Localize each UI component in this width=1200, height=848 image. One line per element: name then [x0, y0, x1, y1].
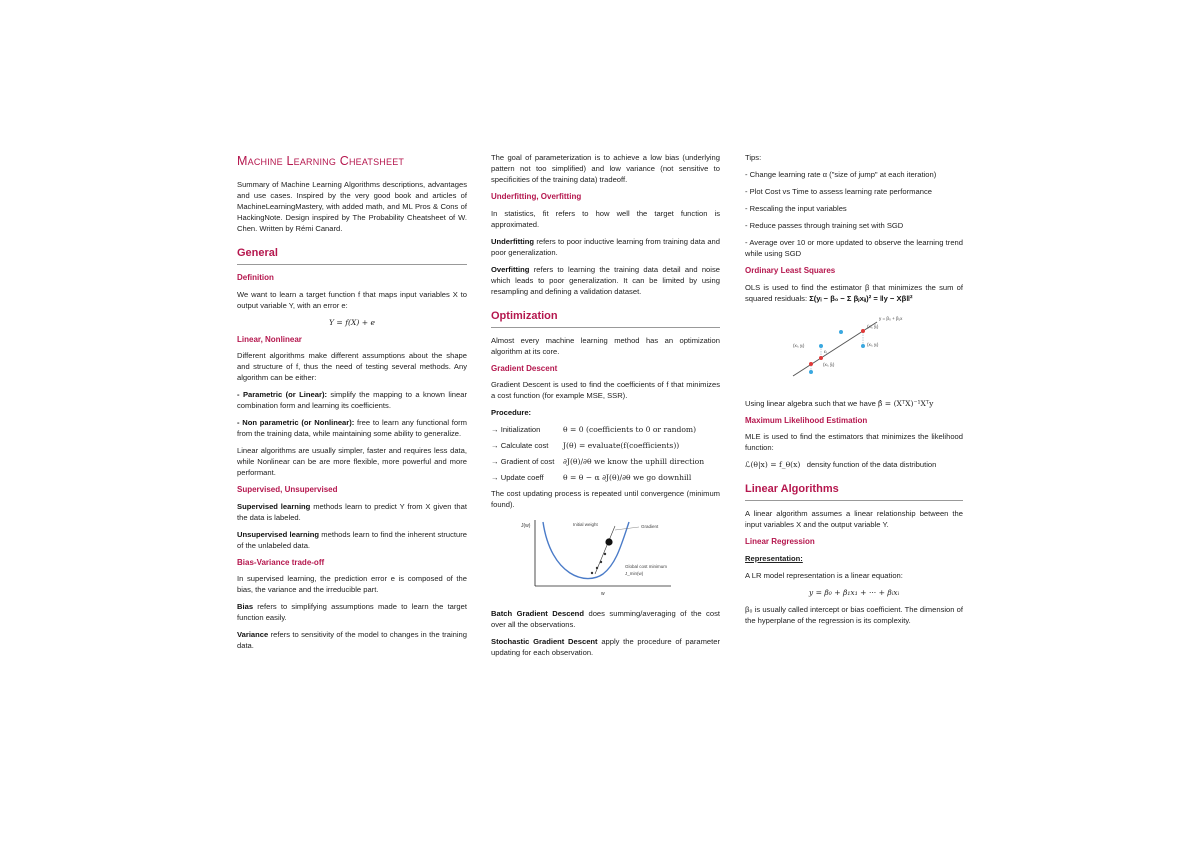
- bias-title: Bias-Variance trade-off: [237, 557, 325, 567]
- ols-fitted-point: [819, 356, 823, 360]
- unsupervised-label: Unsupervised learning: [237, 529, 320, 539]
- underfit-text-1: In statistics, fit refers to how well the target function is approximated.: [491, 208, 720, 229]
- optimization-heading: Optimization: [491, 309, 720, 328]
- ols-closed-text: Using linear algebra such that we have: [745, 398, 876, 408]
- representation-equation: y = β₀ + β₁x₁ + ··· + βᵢxᵢ: [808, 587, 900, 597]
- step-formula: θ = 0 (coefficients to 0 or random): [563, 425, 697, 435]
- step-name: → Update coeff: [491, 473, 544, 483]
- gradient-descent-figure: [491, 516, 720, 600]
- gd-cost-curve: [543, 522, 629, 579]
- gd-step-point: [591, 572, 593, 574]
- sgd-label: Stochastic Gradient Descent: [491, 637, 598, 647]
- nonparametric-text: free to learn any functional form from the training data, while maintaining some ability to generalize.: [237, 418, 467, 439]
- bias-item: [237, 601, 467, 623]
- goal-text: The goal of parameterization is to achieve a low bias (underlying pattern not too simplified) and low variance (not sensitive to specificities of the training data) tradeoff.: [491, 153, 720, 184]
- procedure-steps: [491, 424, 720, 483]
- tip-item: - Plot Cost vs Time to assess learning rate performance: [745, 187, 932, 196]
- batch-label: Batch Gradient Descend: [491, 609, 584, 619]
- mle-text: MLE is used to find the estimators that minimizes the likelihood function:: [745, 432, 963, 453]
- mle-note: density function of the data distribution: [806, 460, 937, 470]
- gd-initial-point: [605, 539, 612, 546]
- underfit-title: Underfitting, Overfitting: [491, 192, 582, 201]
- overfit-label: Overfitting: [491, 264, 530, 274]
- variance-label: Variance: [237, 630, 269, 640]
- procedure-step: [491, 472, 720, 483]
- underfit-item: [491, 236, 720, 258]
- ols-data-point: [861, 344, 865, 348]
- step-name: → Initialization: [491, 425, 541, 435]
- step-formula: ∂J(θ)/∂θ we know the uphill direction: [563, 457, 705, 467]
- gd-initial-label: Initial weight: [573, 522, 598, 528]
- ols-data-point: [839, 330, 843, 334]
- overfit-item: [491, 264, 720, 297]
- ols-title: Ordinary Least Squares: [745, 266, 836, 275]
- representation-label: Representation:: [745, 553, 803, 563]
- column-1: [237, 152, 467, 657]
- definition-title: Definition: [237, 273, 274, 283]
- beta-text: β₀ is usually called intercept or bias coefficient. The dimension of the hyperplane of the regression is its complexity.: [745, 604, 963, 625]
- mle-title: Maximum Likelihood Estimation: [745, 415, 868, 425]
- gd-title: Gradient Descent: [491, 363, 558, 373]
- gd-jmin-label: J_min(w): [625, 571, 644, 577]
- supervised-label: Supervised learning: [237, 501, 311, 511]
- definition-equation: Y = f(X) + e: [328, 317, 376, 327]
- procedure-label-text: Procedure:: [491, 408, 532, 418]
- ols-figure: [745, 310, 963, 390]
- nonparametric-item: [237, 417, 467, 439]
- step-formula: J(θ) = evaluate(f(coefficients)): [563, 441, 680, 451]
- variance-text: refers to sensitivity of the model to changes in the training data.: [237, 630, 467, 651]
- supervised-text: methods learn to predict Y from X given that the data is labeled.: [237, 501, 467, 522]
- gd-xlabel: w: [601, 591, 605, 598]
- ols-text: OLS is used to find the estimator β that minimizes the sum of squared residuals:: [745, 282, 963, 303]
- gd-step-point: [604, 553, 606, 555]
- batch-item: [491, 608, 720, 630]
- ols-item: [745, 282, 963, 304]
- procedure-label: [491, 407, 720, 418]
- parametric-label: - Parametric (or Linear):: [237, 390, 327, 400]
- batch-text: does summing/averaging of the cost over all the observations.: [491, 609, 720, 630]
- parametric-item: [237, 389, 467, 411]
- procedure-step: [491, 424, 720, 435]
- linear-text-2: Linear algorithms are usually simpler, faster and requires less data, while Nonlinear can be are more flexible, more powerful and more performant.: [237, 446, 467, 478]
- general-heading: General: [237, 246, 467, 265]
- step-formula: θ = θ − α ∂J(θ)/∂θ we go downhill: [563, 473, 692, 483]
- column-3: [745, 152, 963, 632]
- linear-algorithms-heading: Linear Algorithms: [745, 482, 963, 501]
- bias-label: Bias: [237, 602, 254, 612]
- ols-point-label: (xᵢ, yᵢ): [793, 342, 805, 348]
- variance-item: [237, 629, 467, 651]
- optimization-text: Almost every machine learning method has an optimization algorithm at its core.: [491, 335, 720, 356]
- definition-text: We want to learn a target function f that maps input variables X to output variable Y, with an error e:: [237, 289, 467, 310]
- nonparametric-label: - Non parametric (or Nonlinear):: [237, 418, 355, 428]
- overfit-text: refers to learning the training data detail and noise which leads to poor generalization. It can be limited by using resampling and defining a validation dataset.: [491, 264, 720, 296]
- supervised-title: Supervised, Unsupervised: [237, 485, 338, 495]
- gd-step-point: [596, 567, 598, 569]
- ols-data-point: [819, 344, 823, 348]
- tip-item: - Change learning rate α ("size of jump" at each iteration): [745, 170, 937, 179]
- page-title: Machine Learning Cheatsheet: [237, 154, 405, 168]
- underfit-text-2: refers to poor inductive learning from training data and poor generalization.: [491, 236, 720, 257]
- linreg-title: Linear Regression: [745, 537, 815, 547]
- underfit-label: Underfitting: [491, 236, 535, 246]
- tips-label: Tips:: [745, 153, 762, 162]
- sgd-text: apply the procedure of parameter updating for each observation.: [491, 637, 720, 658]
- linear-text-1: Different algorithms make different assumptions about the shape and structure of f, thus the need of testing several methods. Any algorithm can be either:: [237, 351, 467, 383]
- ols-closed-formula: β̂ = (XᵀX)⁻¹Xᵀy: [877, 398, 934, 408]
- step-name: → Gradient of cost: [491, 457, 555, 467]
- mle-formula: ℒ(θ|x) = f_θ(x): [745, 460, 801, 470]
- ols-data-point: [809, 370, 813, 374]
- column-2: [491, 152, 720, 664]
- gd-global-min-label: Global cost minimum: [625, 564, 668, 570]
- ols-line-label: y = β₀ + β₁x: [879, 315, 903, 321]
- ols-fitted-point: [861, 329, 865, 333]
- unsupervised-item: [237, 529, 467, 551]
- ols-formula: Σ(yᵢ − β₀ − Σ βⱼxᵢⱼ)² = ‖y − Xβ‖²: [809, 293, 913, 303]
- procedure-step: [491, 456, 720, 467]
- ols-fitted-point: [809, 362, 813, 366]
- bias-text-1: In supervised learning, the prediction error e is composed of the bias, the variance and the irreducible part.: [237, 574, 467, 595]
- ols-point-label: (xᵢ, yᵢ): [867, 341, 879, 347]
- ols-closed-item: [745, 398, 963, 409]
- ols-point-label: (xᵢ, ŷᵢ): [867, 323, 879, 329]
- procedure-step: [491, 440, 720, 451]
- tip-item: - Average over 10 or more updated to observe the learning trend while using SGD: [745, 238, 963, 258]
- gd-step-point: [600, 561, 602, 563]
- ols-eps-label: εᵢ: [824, 348, 827, 354]
- tip-item: - Reduce passes through training set with SGD: [745, 221, 904, 230]
- unsupervised-text: methods learn to find the inherent structure of the unlabeled data.: [237, 529, 467, 550]
- ols-point-label: (xᵢ, ŷᵢ): [823, 361, 835, 367]
- supervised-item: [237, 501, 467, 523]
- parametric-text: simplify the mapping to a known linear combination form and learning its coefficients.: [237, 390, 467, 411]
- gd-ylabel: J(w): [521, 523, 531, 530]
- linear-algorithms-text: A linear algorithm assumes a linear relationship between the input variables X and the output variable Y.: [745, 509, 963, 530]
- mle-item: [745, 459, 963, 470]
- representation-text: A LR model representation is a linear equation:: [745, 570, 903, 580]
- gd-text: Gradient Descent is used to find the coefficients of f that minimizes a cost function (for example MSE, SSR).: [491, 380, 720, 401]
- gd-gradient-line: [595, 526, 615, 574]
- bias-text-2: refers to simplifying assumptions made to learn the target function easily.: [237, 602, 467, 623]
- linear-title: Linear, Nonlinear: [237, 334, 302, 344]
- intro-text: Summary of Machine Learning Algorithms descriptions, advantages and use cases. Inspired by the very good book and articles of MachineLearningMastery, with added math, and ML Pros & Cons of HackingNote. Design inspired by The Probability Cheatsheet of W. Chen. Written by Rémi Canard.: [237, 180, 467, 234]
- repeat-text: The cost updating process is repeated until convergence (minimum found).: [491, 489, 720, 510]
- gd-gradient-label: Gradient: [641, 524, 659, 530]
- tip-item: - Rescaling the input variables: [745, 204, 847, 213]
- sgd-item: [491, 636, 720, 658]
- step-name: → Calculate cost: [491, 441, 549, 451]
- representation-label-row: [745, 553, 963, 564]
